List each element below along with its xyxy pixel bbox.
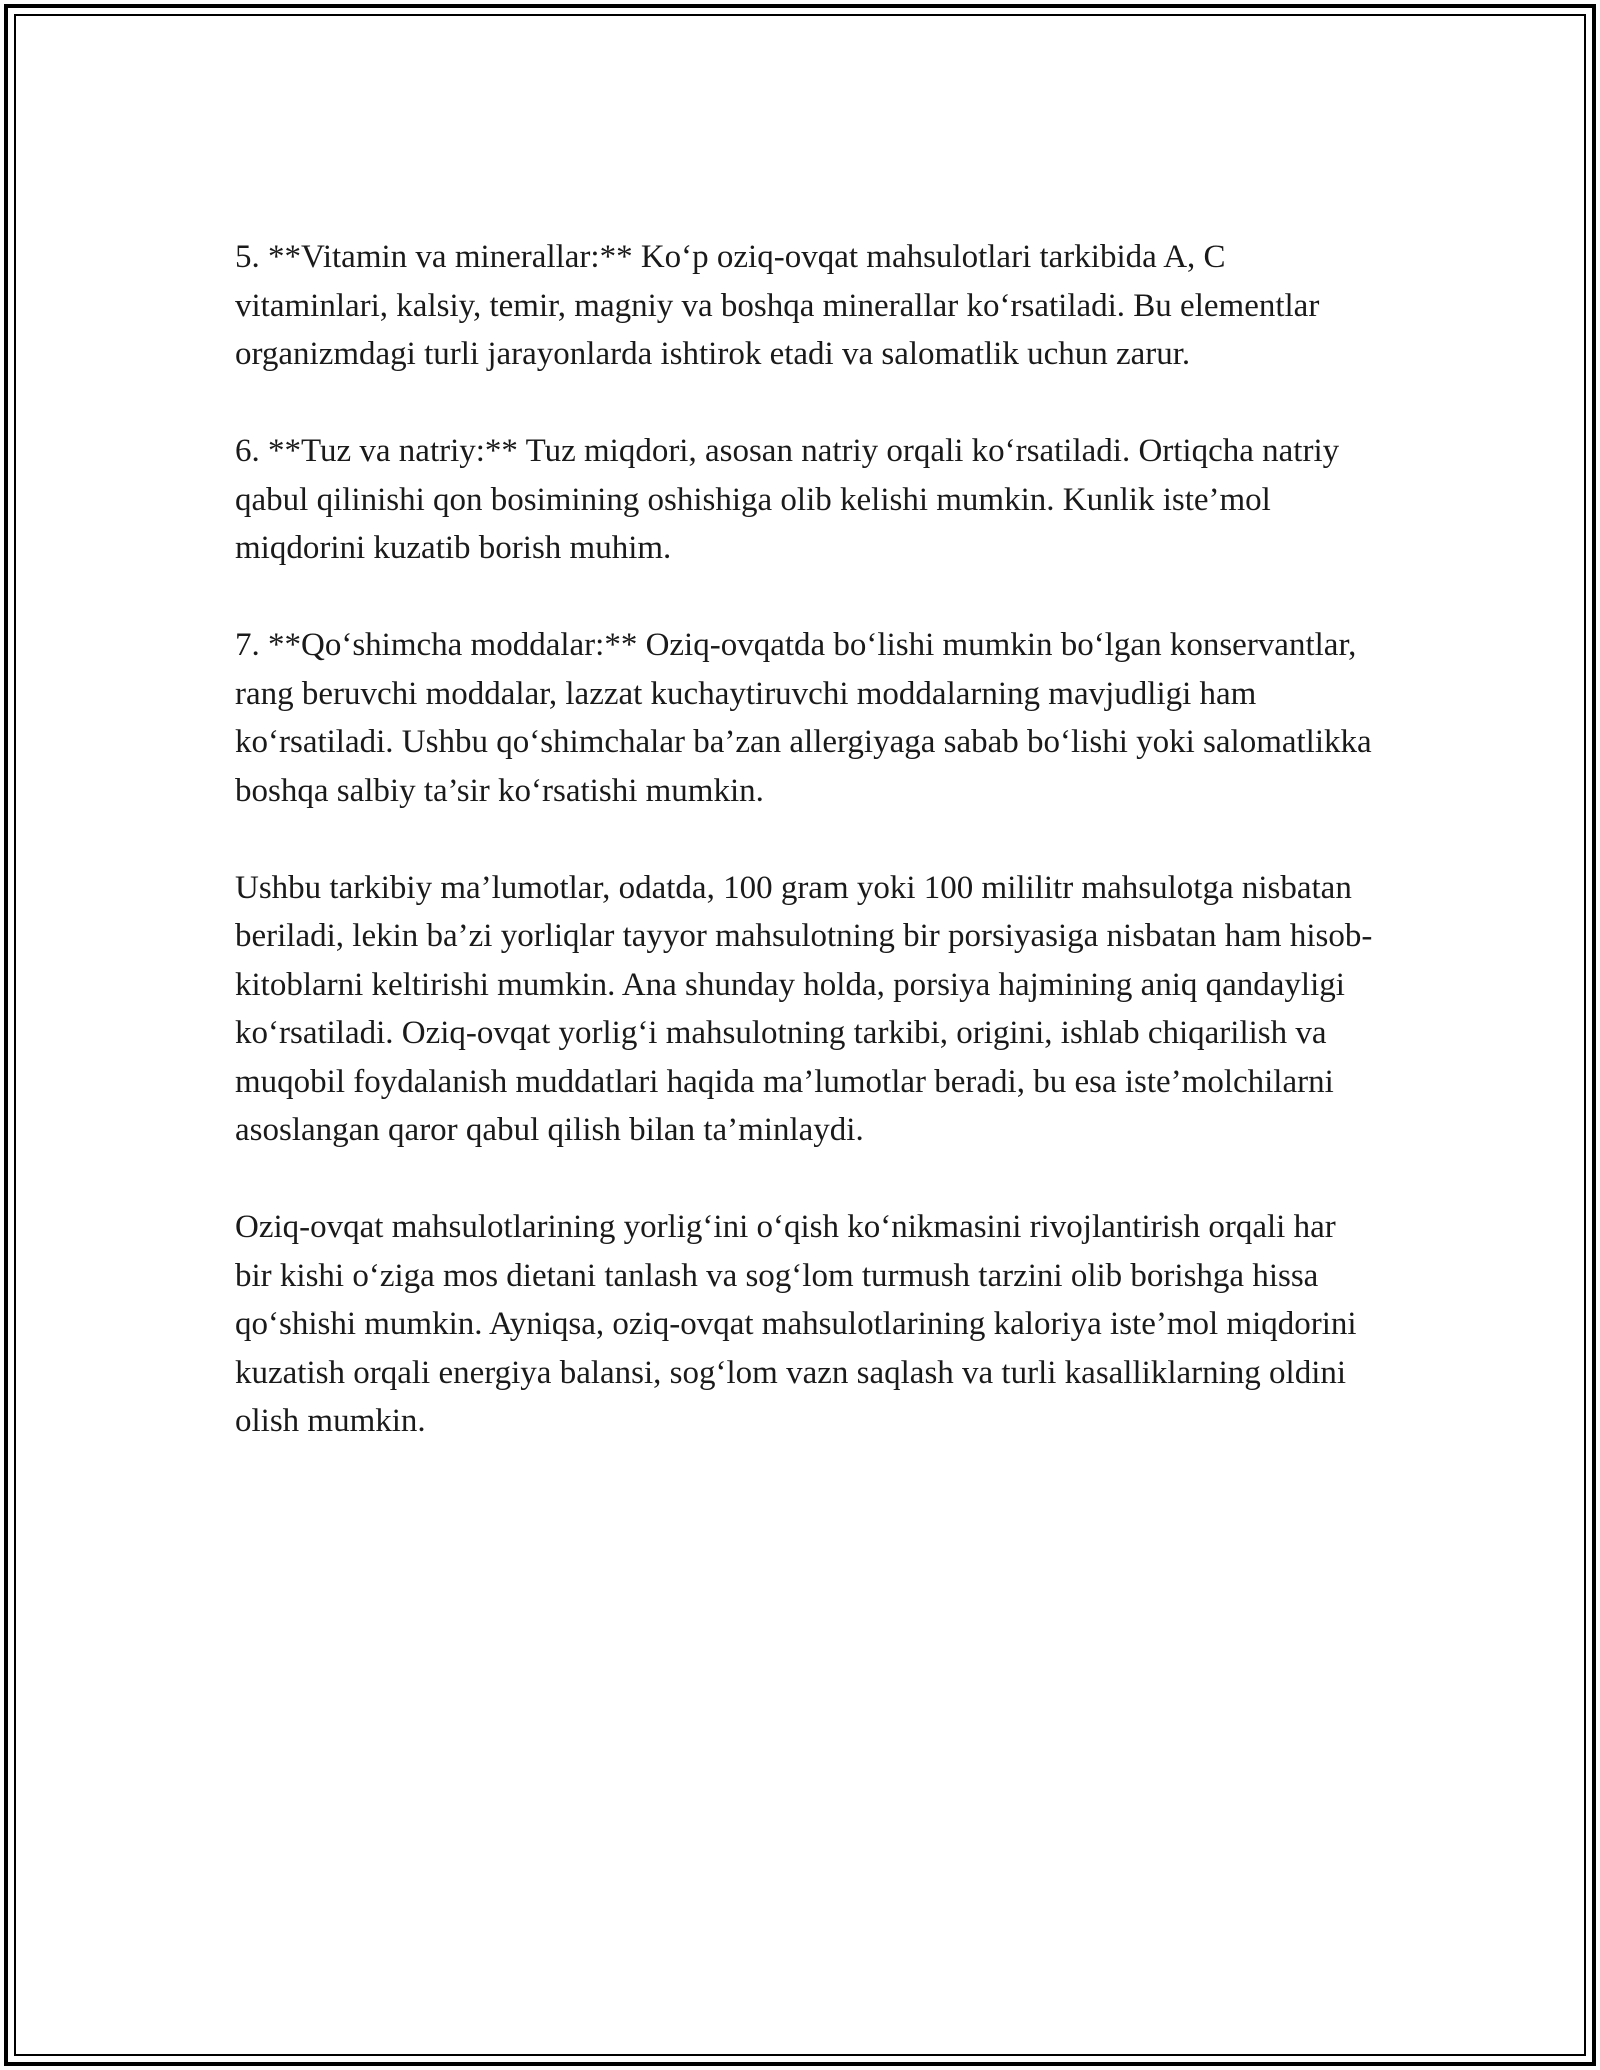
paragraph-vitamins-minerals: 5. **Vitamin va minerallar:** Ko‘p oziq-ovqat mahsulotlari tarkibida A, C vitaminlari, kalsiy, temir, magniy va boshqa minerallar ko‘rsatiladi. Bu elementlar organizmdagi turli jarayonlarda ishtirok etadi va salomatlik uchun zarur. xyxy=(235,239,1320,372)
document-body xyxy=(235,233,1375,1446)
paragraph-nutrition-basis: Ushbu tarkibiy ma’lumotlar, odatda, 100 gram yoki 100 mililitr mahsulotga nisbatan beriladi, lekin ba’zi yorliqlar tayyor mahsulotning bir porsiyasiga nisbatan ham hisob-kitoblarni keltirishi mumkin. Ana shunday holda, porsiya hajmining aniq qandayligi ko‘rsatiladi. Oziq-ovqat yorlig‘i mahsulotning tarkibi, origini, ishlab chiqarilish va muqobil foydalanish muddatlari haqida ma’lumotlar beradi, bu esa iste’molchilarni asoslangan qaror qabul qilish bilan ta’minlaydi. xyxy=(235,869,1373,1148)
paragraph-conclusion: Oziq-ovqat mahsulotlarining yorlig‘ini o‘qish ko‘nikmasini rivojlantirish orqali har bir kishi o‘ziga mos dietani tanlash va sog‘lom turmush tarzini olib borishga hissa qo‘shishi mumkin. Ayniqsa, oziq-ovqat mahsulotlarining kaloriya iste’mol miqdorini kuzatish orqali energiya balansi, sog‘lom vazn saqlash va turli kasalliklarning oldini olish mumkin. xyxy=(235,1209,1357,1439)
paragraph-salt-sodium: 6. **Tuz va natriy:** Tuz miqdori, asosan natriy orqali ko‘rsatiladi. Ortiqcha natriy qabul qilinishi qon bosimining oshishiga olib kelishi mumkin. Kunlik iste’mol miqdorini kuzatib borish muhim. xyxy=(235,433,1340,566)
paragraph-additives: 7. **Qo‘shimcha moddalar:** Oziq-ovqatda bo‘lishi mumkin bo‘lgan konservantlar, rang beruvchi moddalar, lazzat kuchaytiruvchi moddalarning mavjudligi ham ko‘rsatiladi. Ushbu qo‘shimchalar ba’zan allergiyaga sabab bo‘lishi yoki salomatlikka boshqa salbiy ta’sir ko‘rsatishi mumkin. xyxy=(235,627,1372,809)
